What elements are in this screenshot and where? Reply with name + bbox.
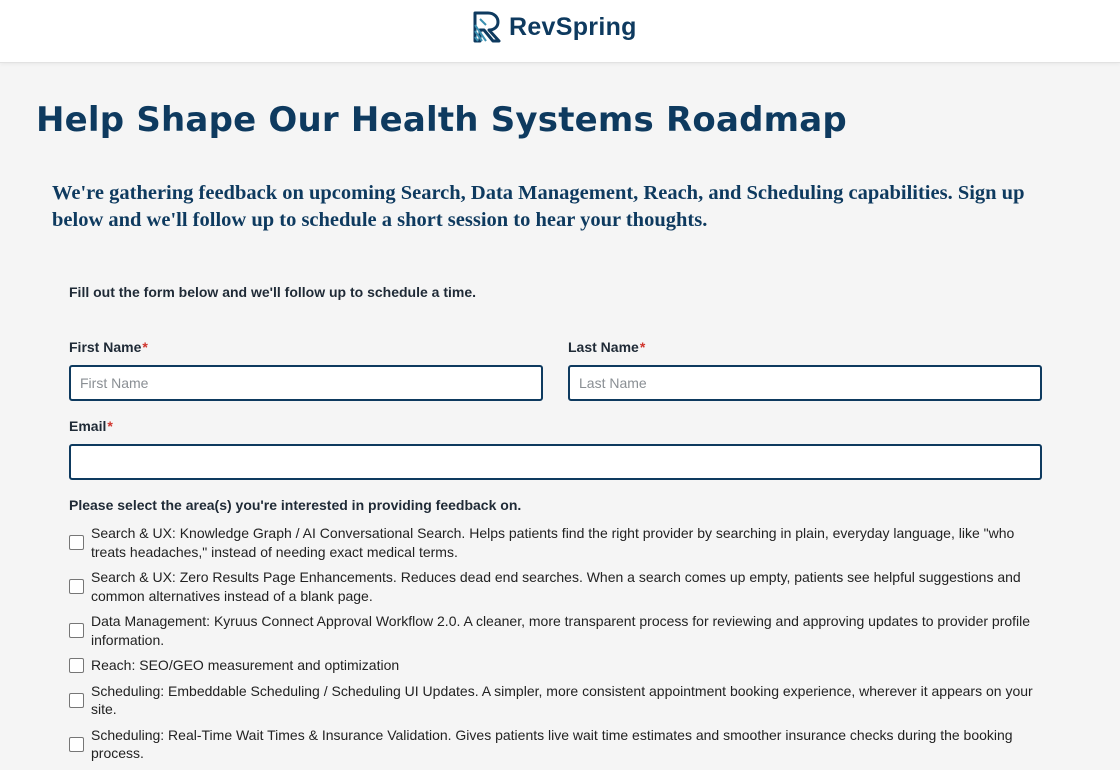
area-option-label: Scheduling: Real-Time Wait Times & Insurance Validation. Gives patients live wait time estimates and smoother insurance checks during the booking process. <box>91 726 1013 761</box>
form-intro: Fill out the form below and we'll follow up to schedule a time. <box>69 284 477 300</box>
checkbox[interactable] <box>69 658 84 673</box>
checkbox[interactable] <box>69 579 84 594</box>
page-title: Help Shape Our Health Systems Roadmap <box>36 100 847 140</box>
area-option-label: Data Management: Kyruus Connect Approval Workflow 2.0. A cleaner, more transparent process for reviewing and approving updates to provider profile information. <box>91 613 1031 648</box>
first-name-label: First Name* <box>69 339 148 355</box>
area-option-label: Search & UX: Knowledge Graph / AI Conversational Search. Helps patients find the right provider by searching in plain, everyday language, like "who treats headaches," instead of needing exact medical terms. <box>91 525 1015 560</box>
email-label: Email* <box>69 418 113 434</box>
email-field[interactable] <box>69 444 1042 480</box>
area-option-label: Search & UX: Zero Results Page Enhancements. Reduces dead end searches. When a search comes up empty, patients see helpful suggestions and common alternatives instead of a blank page. <box>91 569 1021 604</box>
required-mark: * <box>107 418 113 434</box>
area-option-approval-workflow[interactable] <box>69 612 1049 649</box>
logo-text: RevSpring <box>509 13 637 41</box>
checkbox[interactable] <box>69 623 84 638</box>
area-option-knowledge-graph[interactable] <box>69 524 1049 561</box>
revspring-logo-icon <box>472 11 502 43</box>
revspring-logo[interactable] <box>472 11 637 43</box>
area-option-label: Scheduling: Embeddable Scheduling / Scheduling UI Updates. A simpler, more consistent appointment booking experience, wherever it appears on your site. <box>91 682 1033 717</box>
last-name-input[interactable] <box>568 365 1042 401</box>
checkbox[interactable] <box>69 535 84 550</box>
feedback-areas-list <box>69 524 1049 770</box>
area-option-label: Reach: SEO/GEO measurement and optimization <box>91 657 400 673</box>
required-mark: * <box>639 339 646 355</box>
last-name-label: Last Name* <box>568 339 646 355</box>
checkbox[interactable] <box>69 737 84 752</box>
top-bar <box>0 0 1120 63</box>
area-option-seo-geo[interactable] <box>69 656 1049 675</box>
intro-text: We're gathering feedback on upcoming Search, Data Management, Reach, and Scheduling capabilities. Sign up below and we'll follow up to schedule a short session to hear your thoughts. <box>52 182 1025 231</box>
checkbox[interactable] <box>69 693 84 708</box>
area-option-embeddable-scheduling[interactable] <box>69 682 1049 719</box>
areas-label: Please select the area(s) you're interested in providing feedback on. <box>69 497 522 513</box>
area-option-zero-results[interactable] <box>69 568 1049 605</box>
area-option-wait-times[interactable] <box>69 726 1049 763</box>
required-mark: * <box>142 339 148 355</box>
first-name-input[interactable] <box>69 365 543 401</box>
